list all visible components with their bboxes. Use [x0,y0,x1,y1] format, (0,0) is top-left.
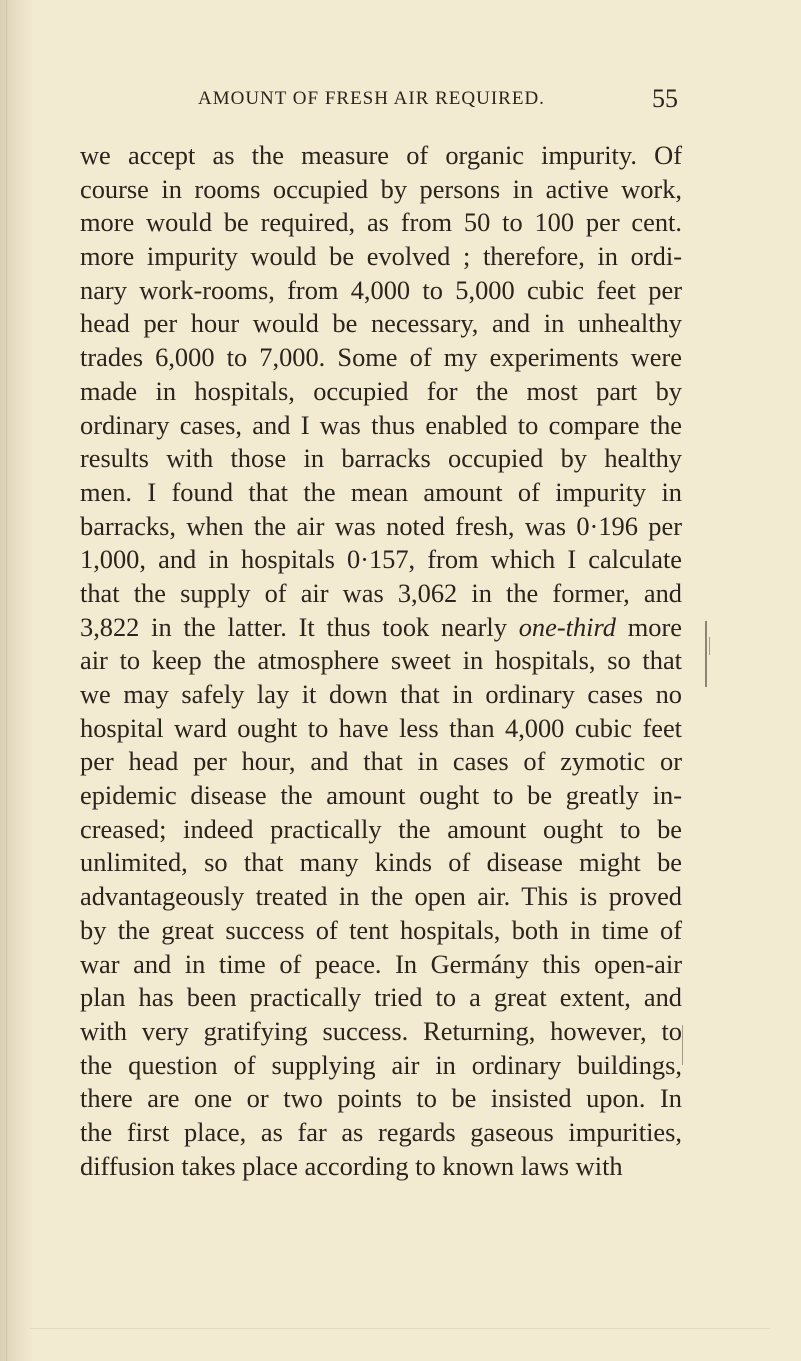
text-line: ordinary cases, and I was thus enabled to compare the [80,409,682,440]
text-line: more impurity would be evolved ; therefore, in ordi- [80,241,682,272]
running-title: AMOUNT OF FRESH AIR REQUIRED. [198,88,545,109]
text-line: trades 6,000 to 7,000. Some of my experiments were [80,342,682,373]
page-edge [6,0,7,1361]
text-line: advantageously treated in the open air. This is proved [80,881,682,912]
text-line: epidemic disease the amount ought to be greatly in- [80,780,682,811]
margin-pencil-mark [705,621,707,687]
text-fragment: more [615,611,682,642]
text-line: unlimited, so that many kinds of disease might be [80,847,682,878]
text-line: 1,000, and in hospitals 0·157, from which I calculate [80,544,682,575]
text-line-with-italic [80,611,682,645]
text-line-last: diffusion takes place according to known laws with [80,1150,623,1181]
text-line: results with those in barracks occupied by healthy [80,443,682,474]
text-line: nary work-rooms, from 4,000 to 5,000 cubic feet per [80,274,682,305]
page-bottom-edge [30,1328,770,1329]
text-line: men. I found that the mean amount of impurity in [80,476,682,507]
text-line: that the supply of air was 3,062 in the former, and [80,577,682,608]
text-line: made in hospitals, occupied for the most part by [80,375,682,406]
text-line: more would be required, as from 50 to 100 per cent. [80,207,682,238]
text-line: hospital ward ought to have less than 4,000 cubic feet [80,712,682,743]
text-line: we may safely lay it down that in ordinary cases no [80,679,682,709]
body-text [80,139,682,1183]
text-line: there are one or two points to be insisted upon. In [80,1083,682,1114]
text-line: plan has been practically tried to a great extent, and [80,982,682,1013]
text-fragment: 3,822 in the latter. It thus took nearly [80,611,519,642]
text-line: with very gratifying success. Returning, however, to [80,1015,682,1046]
text-line: we accept as the measure of organic impurity. Of [80,140,682,170]
text-line: head per hour would be necessary, and in unhealthy [80,308,682,339]
page-number: 55 [652,84,678,113]
margin-pencil-mark [682,1025,683,1065]
text-line: course in rooms occupied by persons in active work, [80,173,682,204]
text-line: barracks, when the air was noted fresh, was 0·196 per [80,510,682,541]
italic-emphasis: one-third [518,611,616,642]
text-line: the question of supplying air in ordinary buildings, [80,1049,682,1080]
text-line: the first place, as far as regards gaseous impurities, [80,1116,682,1147]
text-line: per head per hour, and that in cases of zymotic or [80,746,682,777]
text-line: by the great success of tent hospitals, both in time of [80,914,682,945]
text-line: creased; indeed practically the amount ought to be [80,813,682,844]
text-line: war and in time of peace. In Germány this open-air [80,948,682,979]
text-line: air to keep the atmosphere sweet in hospitals, so that [80,645,682,676]
running-head [198,84,678,118]
margin-pencil-mark [709,637,710,655]
